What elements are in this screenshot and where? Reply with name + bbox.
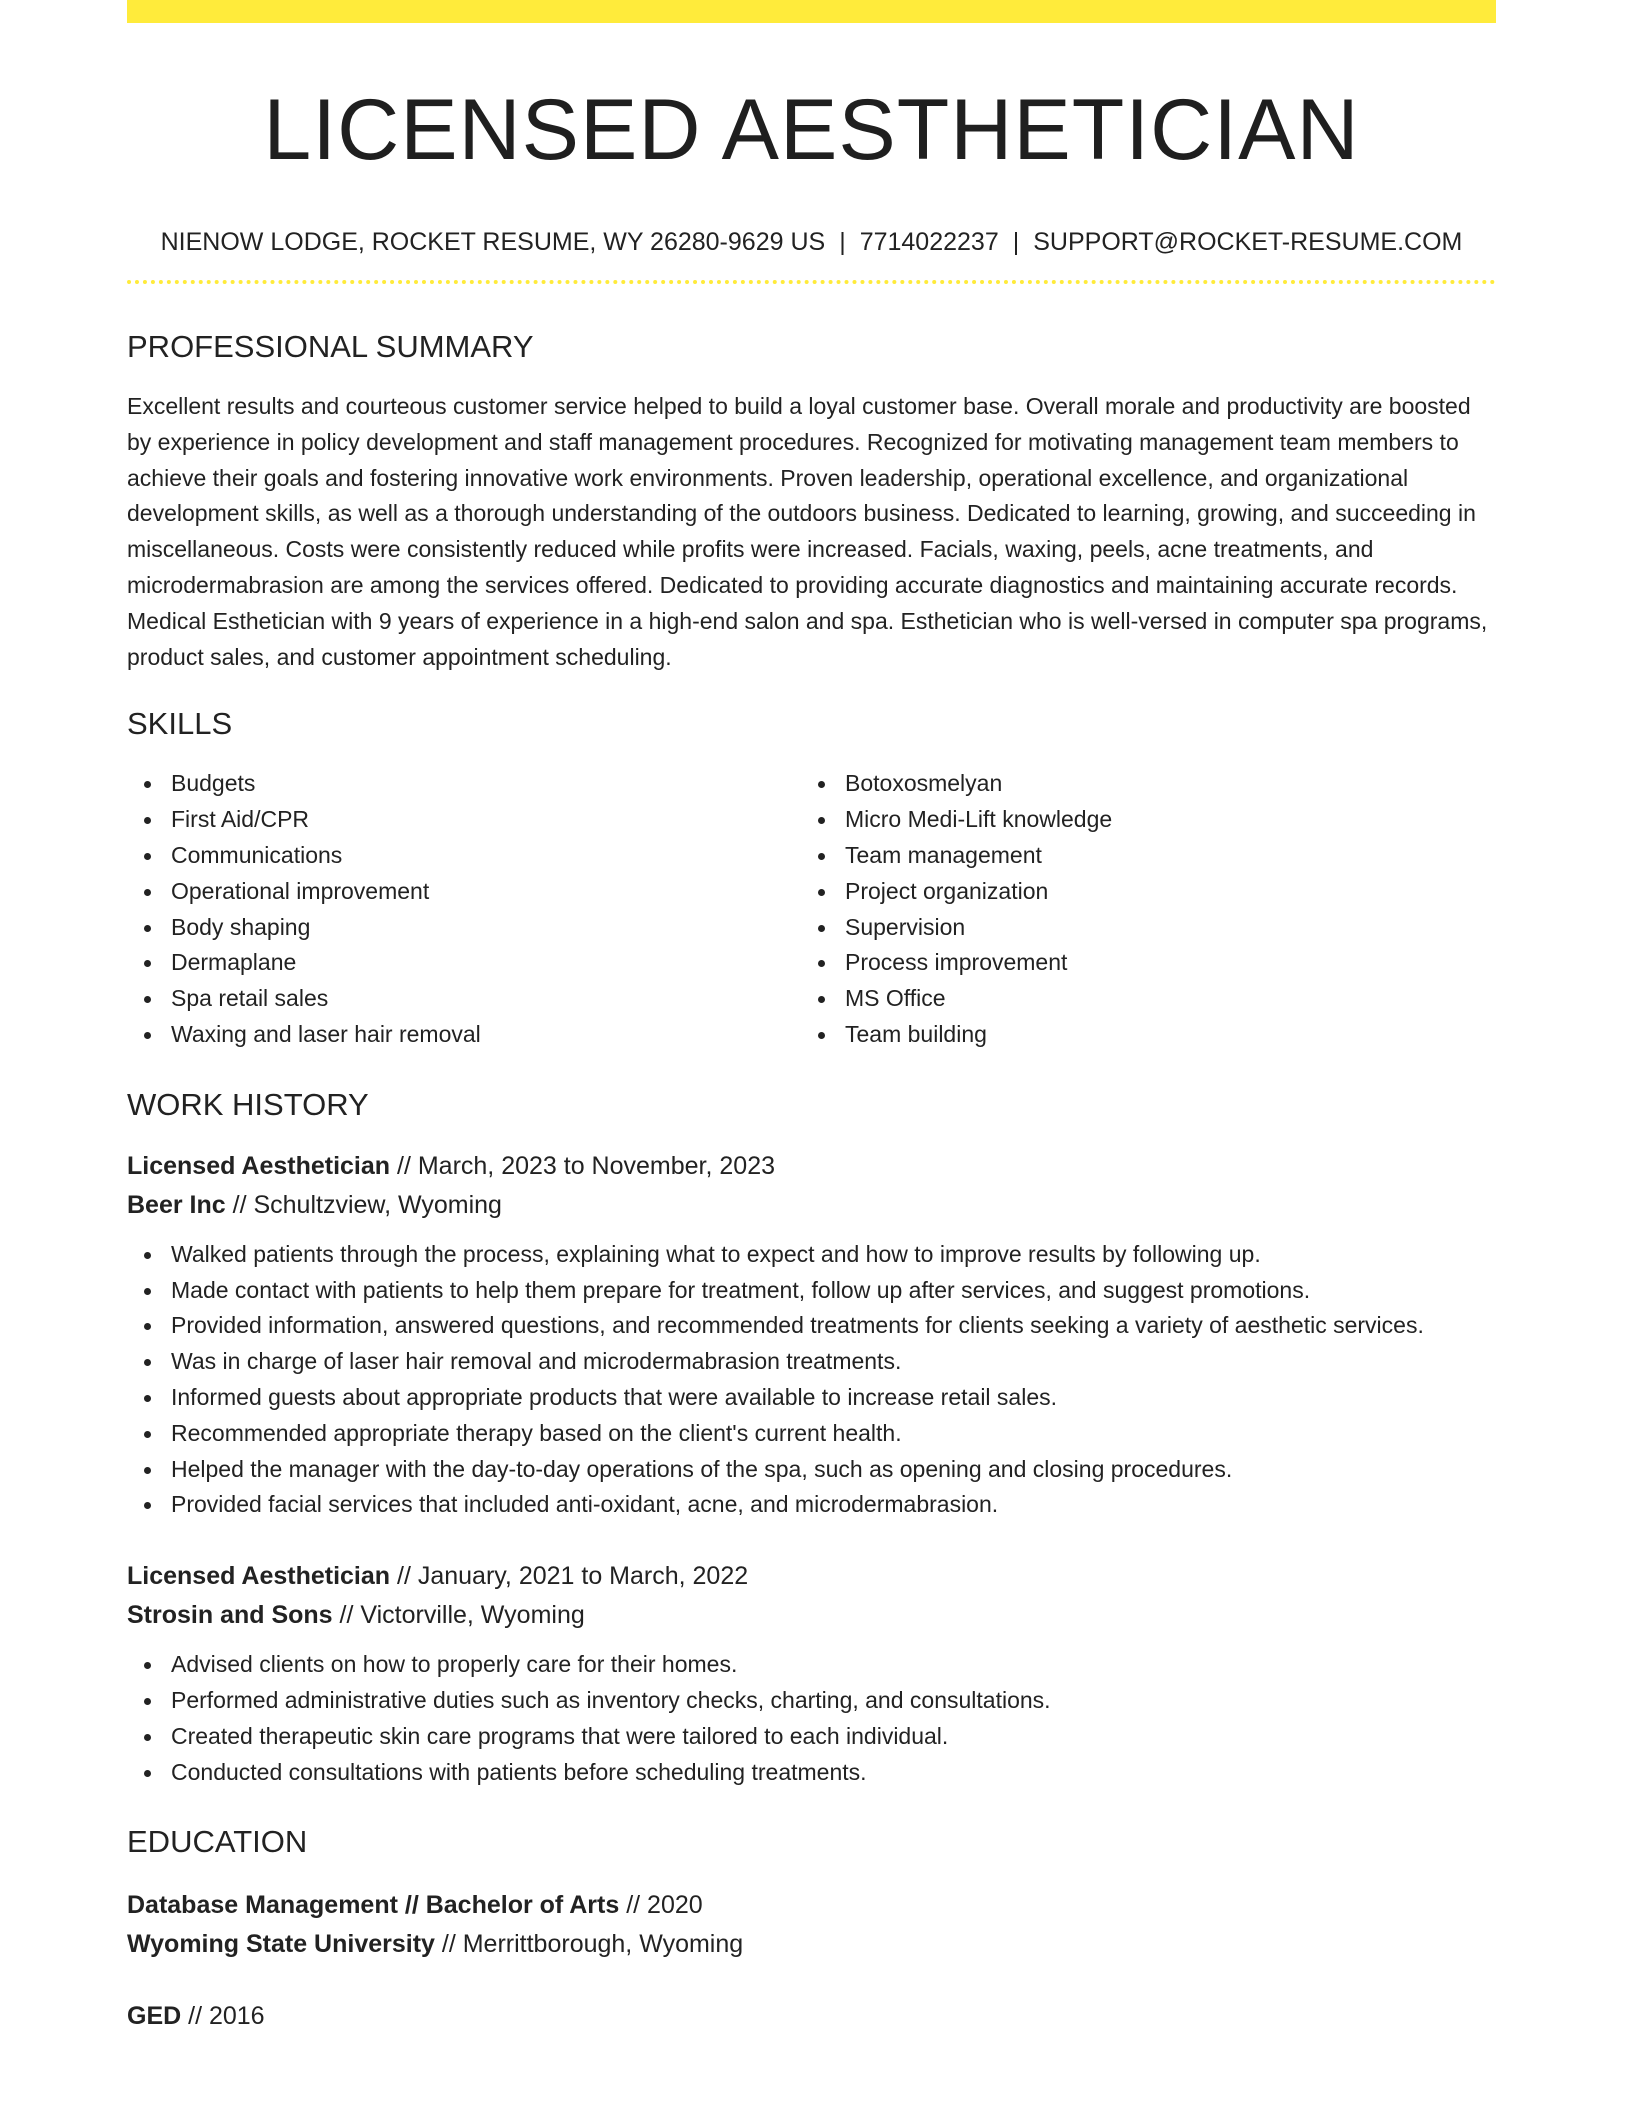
skill-item: Process improvement <box>845 945 1475 981</box>
skill-item: Body shaping <box>171 910 801 946</box>
job-company-line <box>127 1596 1496 1635</box>
duty-item: Provided facial services that included anti-oxidant, acne, and microdermabrasion. <box>171 1487 1496 1523</box>
education-year: // 2016 <box>181 2002 265 2031</box>
resume-content <box>127 0 1496 2036</box>
skill-item: Team management <box>845 838 1475 874</box>
skills-column-right <box>801 766 1475 1052</box>
job-entry <box>127 1147 1496 1523</box>
skill-item: MS Office <box>845 981 1475 1017</box>
education-heading: EDUCATION <box>127 1824 308 1860</box>
education-entry <box>127 1997 1496 2036</box>
contact-separator: | <box>839 228 846 256</box>
contact-address: NIENOW LODGE, ROCKET RESUME, WY 26280-9629 US <box>160 228 826 256</box>
skills-column-left <box>127 766 801 1052</box>
dotted-divider <box>127 280 1496 284</box>
job-location: // Victorville, Wyoming <box>332 1601 585 1630</box>
job-company-line <box>127 1186 1496 1225</box>
summary-text: Excellent results and courteous customer service helped to build a loyal customer base. Overall morale and productivity are boosted by experience in policy development and staff management procedures. Recognized for motivating management team members to achieve their goals and fostering innovative work environments. Proven leadership, operational excellence, and organizational development skills, as well as a thorough understanding of the outdoors business. Dedicated to learning, growing, and succeeding in miscellaneous. Costs were consistently reduced while profits were increased. Facials, waxing, peels, acne treatments, and microdermabrasion are among the services offered. Dedicated to providing accurate diagnostics and maintaining accurate records. Medical Esthetician with 9 years of experience in a high-end salon and spa. Esthetician who is well-versed in computer spa programs, product sales, and customer appointment scheduling. <box>127 393 1488 670</box>
contact-email: SUPPORT@ROCKET-RESUME.COM <box>1033 228 1463 256</box>
job-company: Strosin and Sons <box>127 1601 333 1630</box>
duty-item: Conducted consultations with patients before scheduling treatments. <box>171 1755 1496 1791</box>
contact-phone: 7714022237 <box>859 228 999 256</box>
duty-item: Helped the manager with the day-to-day operations of the spa, such as opening and closing procedures. <box>171 1452 1496 1488</box>
education-degree-line <box>127 1997 1496 2036</box>
education-entry <box>127 1886 1496 1964</box>
skill-item: Spa retail sales <box>171 981 801 1017</box>
job-location: // Schultzview, Wyoming <box>225 1190 502 1219</box>
education-school: Wyoming State University <box>127 1930 435 1959</box>
resume-name: LICENSED AESTHETICIAN <box>263 82 1360 178</box>
skill-item: Botoxosmelyan <box>845 766 1475 802</box>
duty-item: Performed administrative duties such as inventory checks, charting, and consultations. <box>171 1683 1496 1719</box>
skill-item: Operational improvement <box>171 874 801 910</box>
job-company: Beer Inc <box>127 1190 226 1219</box>
duty-item: Provided information, answered questions, and recommended treatments for clients seeking a variety of aesthetic services. <box>171 1308 1496 1344</box>
skill-item: Budgets <box>171 766 801 802</box>
education-degree: Database Management // Bachelor of Arts <box>127 1891 620 1920</box>
job-title-line <box>127 1147 1496 1186</box>
education-location: // Merrittborough, Wyoming <box>434 1930 744 1959</box>
education-year: // 2020 <box>619 1891 703 1920</box>
job-role: Licensed Aesthetician <box>127 1151 391 1180</box>
skills-list <box>127 766 1496 1052</box>
skill-item: First Aid/CPR <box>171 802 801 838</box>
skill-item: Project organization <box>845 874 1475 910</box>
education-degree-line <box>127 1886 1496 1925</box>
duty-item: Created therapeutic skin care programs that were tailored to each individual. <box>171 1719 1496 1755</box>
contact-separator: | <box>1012 228 1020 256</box>
skill-item: Team building <box>845 1017 1475 1053</box>
skill-item: Supervision <box>845 910 1475 946</box>
skill-item: Dermaplane <box>171 945 801 981</box>
job-dates: // March, 2023 to November, 2023 <box>390 1151 775 1180</box>
contact-line <box>127 226 1496 258</box>
skill-item: Micro Medi-Lift knowledge <box>845 802 1475 838</box>
job-duties <box>127 1237 1496 1523</box>
duty-item: Informed guests about appropriate products that were available to increase retail sales. <box>171 1380 1496 1416</box>
duty-item: Walked patients through the process, explaining what to expect and how to improve results by following up. <box>171 1237 1496 1273</box>
education-degree: GED <box>127 2002 182 2031</box>
job-title-line <box>127 1557 1496 1596</box>
summary-heading: PROFESSIONAL SUMMARY <box>127 329 534 364</box>
duty-item: Advised clients on how to properly care for their homes. <box>171 1647 1496 1683</box>
job-dates: // January, 2021 to March, 2022 <box>390 1562 749 1591</box>
skill-item: Waxing and laser hair removal <box>171 1017 801 1053</box>
education-school-line <box>127 1925 1496 1964</box>
duty-item: Recommended appropriate therapy based on the client's current health. <box>171 1416 1496 1452</box>
work-history-heading: WORK HISTORY <box>127 1086 369 1122</box>
skill-item: Communications <box>171 838 801 874</box>
job-entry <box>127 1557 1496 1790</box>
duty-item: Was in charge of laser hair removal and microdermabrasion treatments. <box>171 1344 1496 1380</box>
duty-item: Made contact with patients to help them prepare for treatment, follow up after services, and suggest promotions. <box>171 1273 1496 1309</box>
job-duties <box>127 1647 1496 1790</box>
skills-heading: SKILLS <box>127 706 233 742</box>
job-role: Licensed Aesthetician <box>127 1562 391 1591</box>
